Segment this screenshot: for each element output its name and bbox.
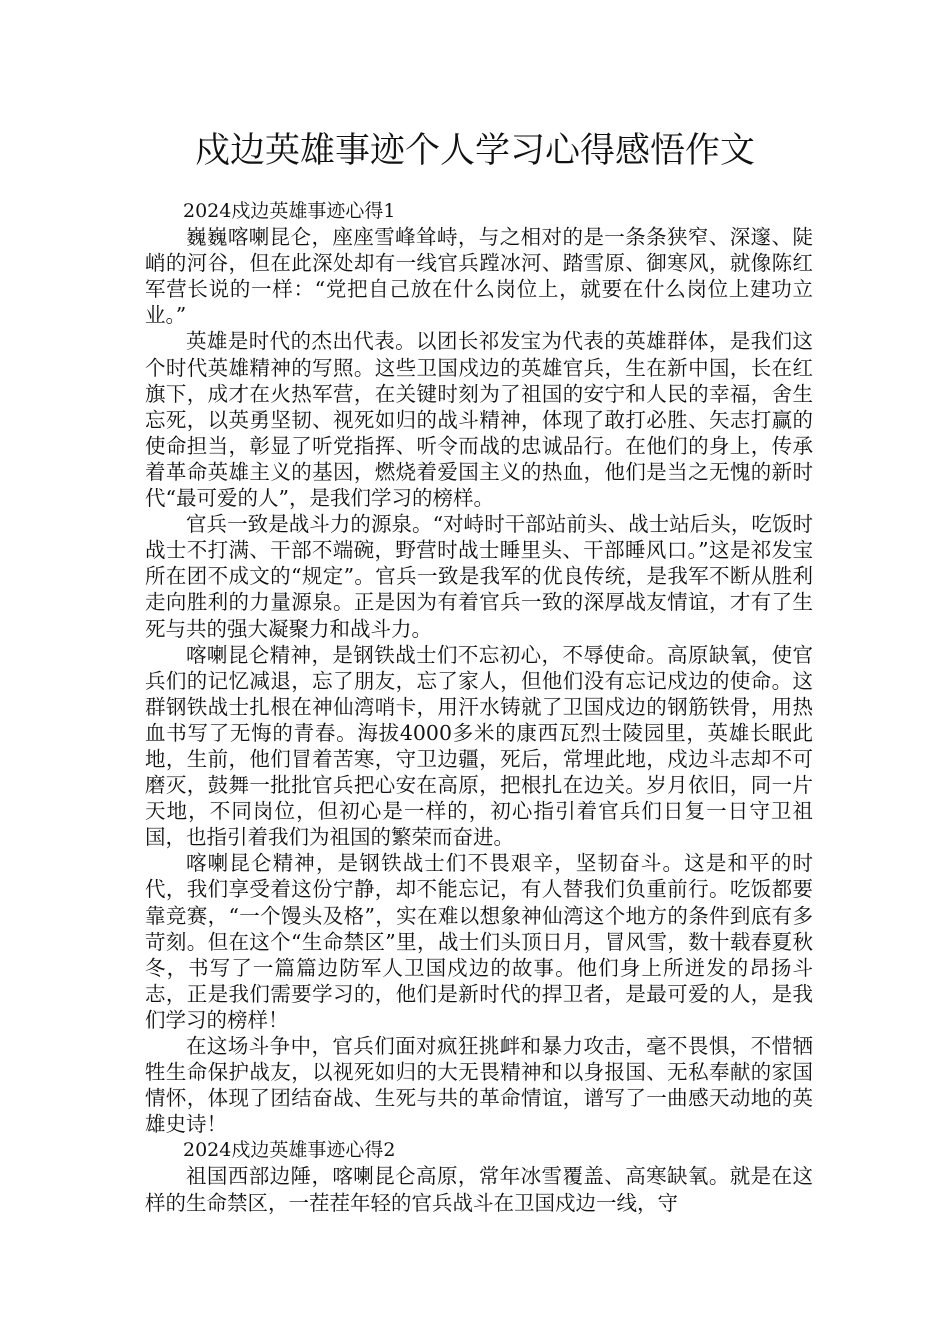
paragraph: 喀喇昆仑精神，是钢铁战士们不畏艰辛，坚韧奋斗。这是和平的时代，我们享受着这份宁静，却不能忘记，有人替我们负重前行。吃饭都要靠竞赛，“一个馒头及格”，实在难以想象神仙湾这个地方的条件到底有多苛刻。但在这个“生命禁区”里，战士们头顶日月，冒风雪，数十载春夏秋冬，书写了一篇篇边防军人卫国戍边的故事。他们身上所迸发的昂扬斗志，正是我们需要学习的，他们是新时代的捍卫者，是最可爱的人，是我们学习的榜样！ — [145, 851, 813, 1032]
paragraph: 巍巍喀喇昆仑，座座雪峰耸峙，与之相对的是一条条狭窄、深邃、陡峭的河谷，但在此深处却有一线官兵蹚冰河、踏雪原、御寒风，就像陈红军营长说的一样：“党把自己放在什么岗位上，就要在什么岗位上建功立业。” — [145, 225, 813, 328]
document-title: 戍边英雄事迹个人学习心得感悟作文 — [194, 131, 755, 171]
document-body — [145, 198, 813, 1216]
section-heading: 2024戍边英雄事迹心得1 — [183, 200, 396, 222]
paragraph: 喀喇昆仑精神，是钢铁战士们不忘初心，不辱使命。高原缺氧，使官兵们的记忆减退，忘了朋友，忘了家人，但他们没有忘记戍边的使命。这群钢铁战士扎根在神仙湾哨卡，用汗水铸就了卫国戍边的钢筋铁骨，用热血书写了无悔的青春。海拔4000多米的康西瓦烈士陵园里，英雄长眠此地，生前，他们冒着苦寒，守卫边疆，死后，常埋此地，戍边斗志却不可磨灭，鼓舞一批批官兵把心安在高原，把根扎在边关。岁月依旧，同一片天地，不同岗位，但初心是一样的，初心指引着官兵们日复一日守卫祖国，也指引着我们为祖国的繁荣而奋进。 — [145, 642, 813, 850]
paragraph: 英雄是时代的杰出代表。以团长祁发宝为代表的英雄群体，是我们这个时代英雄精神的写照。这些卫国戍边的英雄官兵，生在新中国，长在红旗下，成才在火热军营，在关键时刻为了祖国的安宁和人民的幸福，舍生忘死，以英勇坚韧、视死如归的战斗精神，体现了敢打必胜、矢志打赢的使命担当，彰显了听党指挥、听令而战的忠诚品行。在他们的身上，传承着革命英雄主义的基因，燃烧着爱国主义的热血，他们是当之无愧的新时代“最可爱的人”，是我们学习的榜样。 — [145, 329, 813, 511]
paragraph: 祖国西部边陲，喀喇昆仑高原，常年冰雪覆盖、高寒缺氧。就是在这样的生命禁区，一茬茬年轻的官兵战斗在卫国戍边一线，守 — [145, 1164, 813, 1215]
section-heading: 2024戍边英雄事迹心得2 — [183, 1139, 396, 1162]
paragraph: 在这场斗争中，官兵们面对疯狂挑衅和暴力攻击，毫不畏惧，不惜牺牲生命保护战友，以视死如归的大无畏精神和以身报国、无私奉献的家国情怀，体现了团结奋战、生死与共的革命情谊，谱写了一曲感天动地的英雄史诗！ — [145, 1034, 813, 1137]
paragraph: 官兵一致是战斗力的源泉。“对峙时干部站前头、战士站后头，吃饭时战士不打满、干部不端碗，野营时战士睡里头、干部睡风口。”这是祁发宝所在团不成文的“规定”。官兵一致是我军的优良传统，是我军不断从胜利走向胜利的力量源泉。正是因为有着官兵一致的深厚战友情谊，才有了生死与共的强大凝聚力和战斗力。 — [145, 512, 813, 641]
